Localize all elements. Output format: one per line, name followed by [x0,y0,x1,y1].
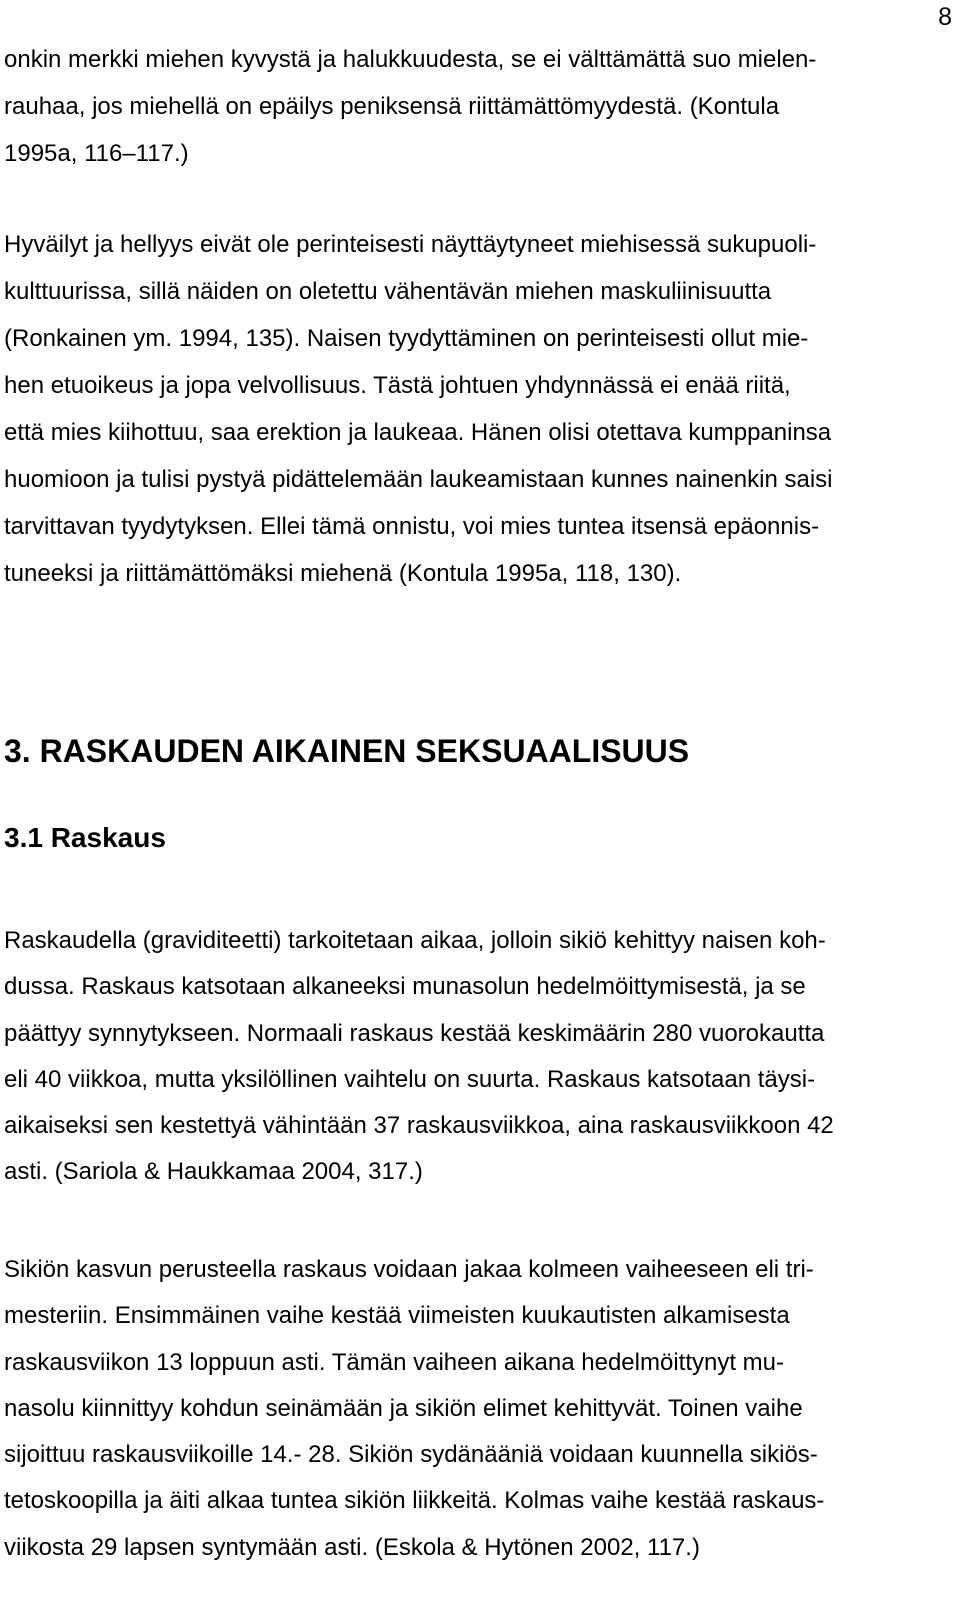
text-line: viikosta 29 lapsen syntymään asti. (Eskola & Hytönen 2002, 117.) [4,1533,700,1561]
text-line: Raskaudella (graviditeetti) tarkoitetaan aikaa, jolloin sikiö kehittyy naisen koh- [4,927,826,954]
text-line: raskausviikon 13 loppuun asti. Tämän vaiheen aikana hedelmöittynyt mu- [4,1348,784,1376]
text-line: eli 40 viikkoa, mutta yksilöllinen vaihtelu on suurta. Raskaus katsotaan täysi- [4,1065,816,1093]
text-line: asti. (Sariola & Haukkamaa 2004, 317.) [4,1158,423,1186]
text-line: huomioon ja tulisi pystyä pidättelemään laukeamistaan kunnes nainenkin saisi [4,466,833,493]
text-line: hen etuoikeus ja jopa velvollisuus. Tästä johtuen yhdynnässä ei enää riitä, [4,372,791,399]
text-line: dussa. Raskaus katsotaan alkaneeksi munasolun hedelmöittymisestä, ja se [4,973,806,1001]
chapter-heading: 3. RASKAUDEN AIKAINEN SEKSUAALISUUS [4,733,690,769]
text-line: että mies kiihottuu, saa erektion ja laukeaa. Hänen olisi otettava kumppaninsa [4,419,832,446]
text-line: mesteriin. Ensimmäinen vaihe kestää viimeisten kuukautisten alkamisesta [4,1302,790,1330]
paragraph-sikion-kasvu [4,1247,954,1571]
text-line: 1995a, 116–117.) [4,140,189,167]
text-line: tuneeksi ja riittämättömäksi miehenä (Kontula 1995a, 118, 130). [4,560,682,587]
text-line: tarvittavan tyydytyksen. Ellei tämä onnistu, voi mies tuntea itsensä epäonnis- [4,513,820,540]
text-line: nasolu kiinnittyy kohdun seinämään ja sikiön elimet kehittyvät. Toinen vaihe [4,1394,803,1422]
text-line: Hyväilyt ja hellyys eivät ole perinteisesti näyttäytyneet miehisessä sukupuoli- [4,231,817,258]
paragraph-hyvailyt [4,221,954,597]
text-line: onkin merkki miehen kyvystä ja halukkuudesta, se ei välttämättä suo mielen- [4,46,817,73]
text-line: sijoittuu raskausviikoille 14.- 28. Sikiön sydänääniä voidaan kuunnella sikiös- [4,1441,818,1469]
text-line: tetoskoopilla ja äiti alkaa tuntea sikiön liikkeitä. Kolmas vaihe kestää raskaus- [4,1487,825,1515]
section-heading: 3.1 Raskaus [4,822,166,853]
text-line: päättyy synnytykseen. Normaali raskaus kestää keskimäärin 280 vuorokautta [4,1019,825,1047]
text-line: aikaiseksi sen kestettyä vähintään 37 raskausviikkoa, aina raskausviikkoon 42 [4,1112,834,1140]
text-line: Sikiön kasvun perusteella raskaus voidaan jakaa kolmeen vaiheeseen eli tri- [4,1256,814,1283]
paragraph-kontula-intro [4,36,954,177]
text-line: rauhaa, jos miehellä on epäilys peniksensä riittämättömyydestä. (Kontula [4,93,780,120]
text-line: (Ronkainen ym. 1994, 135). Naisen tyydyttäminen on perinteisesti ollut mie- [4,325,809,352]
page-number: 8 [938,3,952,31]
paragraph-raskaudella [4,918,954,1196]
text-line: kulttuurissa, sillä näiden on oletettu vähentävän miehen maskuliinisuutta [4,278,772,305]
